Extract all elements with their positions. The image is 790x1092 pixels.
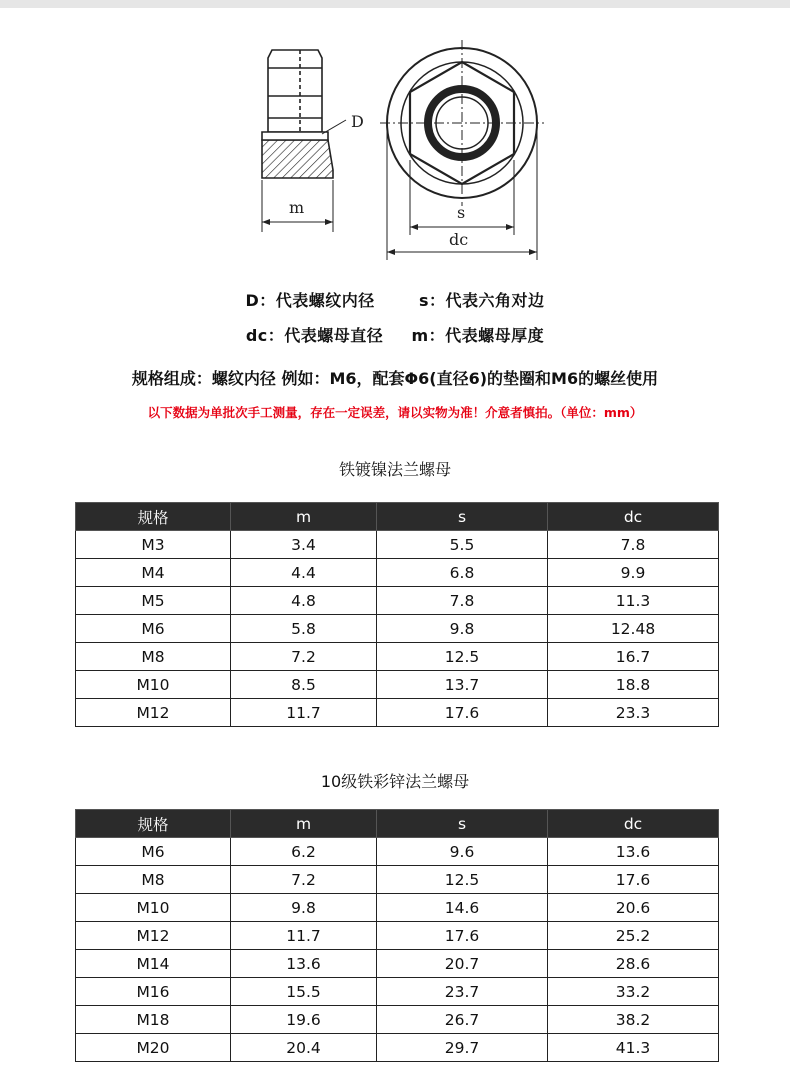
table-cell: 11.3 [548, 587, 719, 615]
table-cell: 7.8 [377, 587, 548, 615]
table-zinc-flange-nut [75, 809, 719, 1062]
table-row [76, 866, 719, 894]
table-row [76, 699, 719, 727]
table-cell: 25.2 [548, 922, 719, 950]
table-cell: M8 [76, 866, 231, 894]
label-m: m [289, 198, 305, 217]
table-cell: M10 [76, 671, 231, 699]
technical-drawing [0, 10, 790, 275]
table-cell: 3.4 [231, 531, 377, 559]
label-s: s [457, 203, 466, 222]
table-cell: 23.7 [377, 978, 548, 1006]
top-bar [0, 0, 790, 8]
top-view [380, 40, 544, 260]
table-cell: 6.2 [231, 838, 377, 866]
table-row [76, 894, 719, 922]
label-D: D [351, 112, 364, 131]
table-cell: M4 [76, 559, 231, 587]
table-cell: 13.7 [377, 671, 548, 699]
table-row [76, 838, 719, 866]
table-cell: M16 [76, 978, 231, 1006]
table-cell: 17.6 [377, 699, 548, 727]
table-row [76, 1034, 719, 1062]
table-cell: M12 [76, 922, 231, 950]
column-header: dc [548, 810, 719, 838]
legend-D: D：代表螺纹内径 [245, 291, 375, 310]
table-row [76, 922, 719, 950]
table-cell: M20 [76, 1034, 231, 1062]
column-header: dc [548, 503, 719, 531]
measurement-note: 以下数据为单批次手工测量，存在一定误差，请以实物为准！介意者慎拍。（单位：mm） [147, 405, 643, 420]
table-cell: 13.6 [231, 950, 377, 978]
label-dc: dc [449, 230, 469, 249]
table-row [76, 1006, 719, 1034]
table-cell: M6 [76, 838, 231, 866]
table-cell: 8.5 [231, 671, 377, 699]
table-cell: 12.5 [377, 866, 548, 894]
table-cell: 9.6 [377, 838, 548, 866]
table-row [76, 950, 719, 978]
table-cell: M10 [76, 894, 231, 922]
table-cell: 41.3 [548, 1034, 719, 1062]
table-cell: 13.6 [548, 838, 719, 866]
table-cell: 26.7 [377, 1006, 548, 1034]
table-cell: 5.8 [231, 615, 377, 643]
table-cell: 9.8 [231, 894, 377, 922]
table-cell: M18 [76, 1006, 231, 1034]
table-cell: M8 [76, 643, 231, 671]
table-cell: M6 [76, 615, 231, 643]
column-header: m [231, 810, 377, 838]
table-row [76, 643, 719, 671]
table-cell: 18.8 [548, 671, 719, 699]
table-cell: 6.8 [377, 559, 548, 587]
table-cell: M12 [76, 699, 231, 727]
column-header: m [231, 503, 377, 531]
legend-dc: dc：代表螺母直径 [245, 326, 384, 345]
table-cell: 20.6 [548, 894, 719, 922]
table-cell: 19.6 [231, 1006, 377, 1034]
table-cell: 29.7 [377, 1034, 548, 1062]
column-header: 规格 [76, 810, 231, 838]
table-1-title: 铁镀镍法兰螺母 [338, 460, 451, 479]
column-header: s [377, 810, 548, 838]
table-cell: M5 [76, 587, 231, 615]
spec-description: 规格组成：螺纹内径 例如：M6，配套Φ6(直径6)的垫圈和M6的螺丝使用 [131, 369, 659, 388]
table-cell: 16.7 [548, 643, 719, 671]
table-row [76, 615, 719, 643]
column-header: 规格 [76, 503, 231, 531]
legend-s: s：代表六角对边 [418, 291, 545, 310]
table-cell: 15.5 [231, 978, 377, 1006]
table-cell: 9.8 [377, 615, 548, 643]
table-cell: 14.6 [377, 894, 548, 922]
table-cell: 7.2 [231, 866, 377, 894]
table-cell: 33.2 [548, 978, 719, 1006]
table-row [76, 587, 719, 615]
table-cell: 12.48 [548, 615, 719, 643]
table-cell: 5.5 [377, 531, 548, 559]
table-nickel-flange-nut [75, 502, 719, 727]
table-cell: 11.7 [231, 922, 377, 950]
table-cell: 17.6 [377, 922, 548, 950]
table-row [76, 671, 719, 699]
table-cell: 7.2 [231, 643, 377, 671]
table-cell: 20.4 [231, 1034, 377, 1062]
table-header-row [76, 503, 719, 531]
table-cell: M14 [76, 950, 231, 978]
table-cell: 28.6 [548, 950, 719, 978]
table-cell: 7.8 [548, 531, 719, 559]
table-cell: M3 [76, 531, 231, 559]
table-2-title: 10级铁彩锌法兰螺母 [320, 772, 470, 791]
column-header: s [377, 503, 548, 531]
table-cell: 20.7 [377, 950, 548, 978]
legend-line-2 [0, 323, 790, 346]
table-header-row [76, 810, 719, 838]
table-cell: 9.9 [548, 559, 719, 587]
table-row [76, 531, 719, 559]
table-row [76, 559, 719, 587]
table-cell: 23.3 [548, 699, 719, 727]
flange-nut-diagram [0, 10, 790, 275]
table-row [76, 978, 719, 1006]
table-cell: 38.2 [548, 1006, 719, 1034]
table-cell: 17.6 [548, 866, 719, 894]
table-cell: 4.8 [231, 587, 377, 615]
table-cell: 11.7 [231, 699, 377, 727]
legend-m: m：代表螺母厚度 [411, 326, 545, 345]
legend-line-1 [0, 288, 790, 311]
table-cell: 4.4 [231, 559, 377, 587]
table-cell: 12.5 [377, 643, 548, 671]
